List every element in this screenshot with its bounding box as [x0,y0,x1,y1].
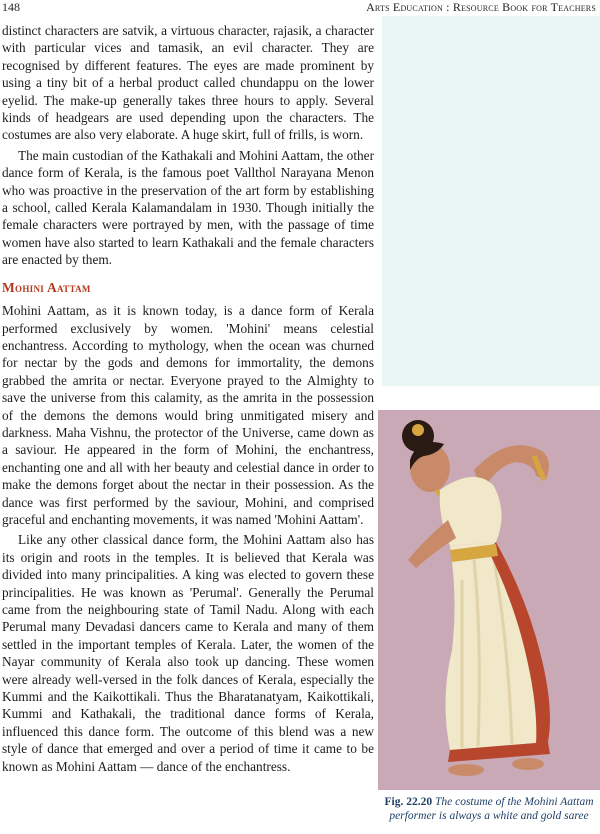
figure-caption [384,796,594,823]
figure-label: Fig. 22.20 [384,796,433,808]
paragraph: distinct characters are satvik, a virtuous character, rajasik, a character with particular vices and tamasik, an evil character. They are recognised by different features. The eyes are made prominent by using a tiny bit of a herbal product called chundappu on the lower eyelid. The make-up generally takes three hours to apply. Several kinds of headgears are used depending upon the characters. The costumes are also very elaborate. A huge skirt, full of frills, is worn. [2,23,374,143]
dancer-illustration [378,410,600,790]
section-heading: Mohini Aattam [2,279,91,295]
dancer-foot [512,758,544,770]
figure-caption-text: The costume of the Mohini Aattam performer is always a white and gold saree [389,796,594,822]
hair-ornament [412,424,424,436]
page-number: 148 [2,0,20,14]
body-text [2,22,374,778]
paragraph: Like any other classical dance form, the Mohini Aattam also has its origin and roots in the temples. It is believed that Kerala was divided into many principalities. A king was elected to govern these principalities. He was known as 'Perumal'. Generally the Perumal came from the neighbouring state of Tamil Nadu. Along with each Perumal many Devadasi dancers came to Kerala and many of them settled in the important temples of Kerala. Later, the women of the Nayar community of Kerala also took up dancing. These women were already well-versed in the folk dances of Kerala, especially the Kummi and the Kaikottikali. Thus the Bharatanatyam, Kaikottikali, Kummi and Kathakali, the traditional dance forms of Kerala, influenced this dance form. The outcome of this blend was a new style of dance that emerged and over a period of time it came to be known as Mohini Aattam — dance of the enchantress. [2,532,374,774]
paragraph: Mohini Aattam, as it is known today, is a dance form of Kerala performed exclusively by women. 'Mohini' means celestial enchantress. According to mythology, when the ocean was churned for nectar by the gods and demons for immortality, the demons grabbed the amrita or nectar. Everyone prayed to the Almighty to save the universe from this calamity, as the amrita in the possession of the demons the demons would bring unmitigated misery and darkness. Maha Vishnu, the protector of the Universe, came down as a saviour. He appeared in the form of Mohini, the enchantress, enchanting one and all with her beauty and celestial dance in order to make the demons forget about the nectar in their possession. As the dance was first performed by the saviour, Mohini, and comprised graceful and enchanting movements, it was named 'Mohini Aattam'. [2,303,374,527]
running-title: Arts Education : Resource Book for Teachers [366,0,596,14]
sidebar-band [382,16,600,386]
dancer-photo [378,410,600,790]
page-header [0,0,600,16]
paragraph: The main custodian of the Kathakali and Mohini Aattam, the other dance form of Kerala, is the famous poet Vallthol Narayana Menon who was proactive in the preservation of the art form by establishing a school, called Kerala Kalamandalam in 1930. Though initially the female characters were portrayed by men, with the passage of time women have also started to learn Kathakali and the female characters are enacted by them. [2,147,374,268]
dancer-foot [448,764,484,776]
